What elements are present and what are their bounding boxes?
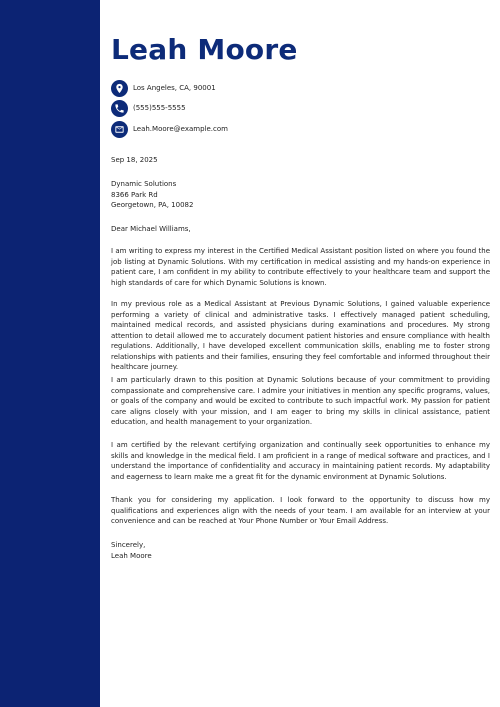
body-paragraph-2: In my previous role as a Medical Assistant at Previous Dynamic Solutions, I gained valuable experience performing a variety of clinical and administrative tasks. I effectively managed patient scheduling, maintained medical records, and assisted physicians during examinations and procedures. My strong attention to detail allowed me to accurately document patient histories and ensure compliance with health regulations. Additionally, I have developed excellent communication skills, enabling me to foster strong relationships with patients and their families, ensuring they feel comfortable and informed throughout their healthcare journey. — [111, 300, 490, 371]
location-text: Los Angeles, CA, 90001 — [133, 84, 216, 92]
closing-block — [111, 540, 490, 561]
recipient-city: Georgetown, PA, 10082 — [111, 201, 194, 209]
contact-location — [111, 80, 411, 97]
contact-phone — [111, 100, 411, 117]
body-paragraph-4: I am certified by the relevant certifying organization and continually seek opportunities to enhance my skills and knowledge in the medical field. I am proficient in a range of medical software and practices, and I understand the importance of confidentiality and accuracy in maintaining patient records. My adaptability and eagerness to learn make me a great fit for the dynamic environment at Dynamic Solutions. — [111, 441, 490, 481]
contact-email — [111, 121, 411, 138]
map-pin-icon — [111, 80, 128, 97]
email-text: Leah.Moore@example.com — [133, 125, 228, 133]
closing: Sincerely, — [111, 541, 146, 549]
applicant-name: Leah Moore — [111, 33, 298, 66]
signature-name: Leah Moore — [111, 551, 152, 560]
recipient-company: Dynamic Solutions — [111, 180, 177, 188]
phone-text: (555)555-5555 — [133, 104, 186, 112]
body-paragraph-1: I am writing to express my interest in the Certified Medical Assistant position listed on where you found the job listing at Dynamic Solutions. With my certification in medical assisting and my hands-on experience in patient care, I am confident in my ability to contribute effectively to your healthcare team and support the high standards of care for which Dynamic Solutions is known. — [111, 247, 490, 287]
recipient-street: 8366 Park Rd — [111, 190, 158, 199]
body-paragraph-5: Thank you for considering my application. I look forward to the opportunity to discuss how my qualifications and experiences align with the needs of your team. I am available for an interview at your convenience and can be reached at Your Phone Number or Your Email Address. — [111, 496, 490, 525]
envelope-icon — [111, 121, 128, 138]
phone-icon — [111, 100, 128, 117]
sidebar-band — [0, 0, 100, 707]
salutation: Dear Michael Williams, — [111, 225, 191, 233]
recipient-address — [111, 179, 490, 211]
body-paragraph-3: I am particularly drawn to this position at Dynamic Solutions because of your commitment to providing compassionate and comprehensive care. I admire your initiatives in mention any specific programs, values, or goals of the company and would be excited to contribute to such impactful work. My passion for patient care aligns closely with your mission, and I am eager to bring my skills in clinical assistance, patient education, and health management to your organization. — [111, 376, 490, 426]
letter-date: Sep 18, 2025 — [111, 156, 158, 164]
